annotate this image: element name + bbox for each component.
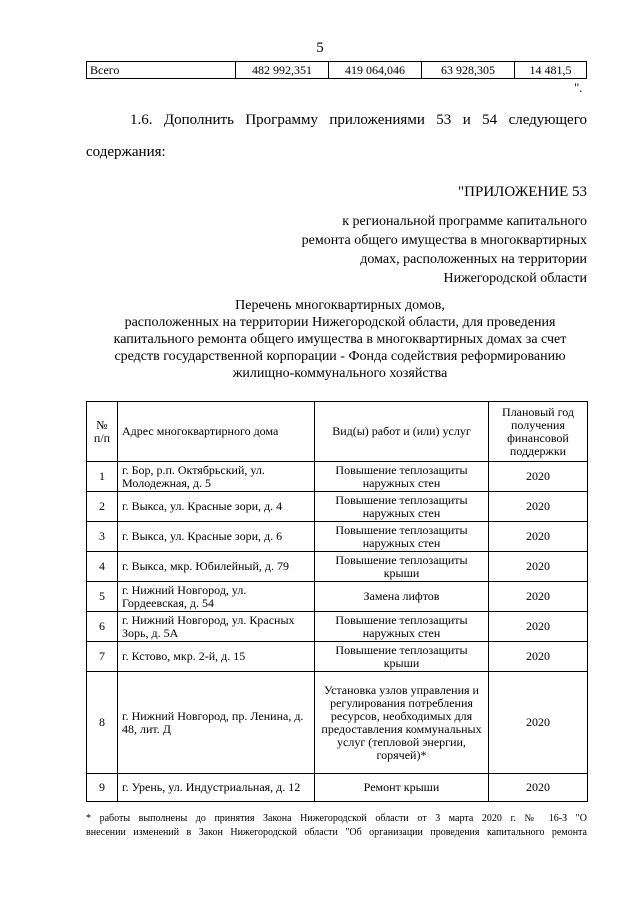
row-work: Повышение теплозащиты наружных стен [315,522,489,552]
list-title-line: жилищно-коммунального хозяйства [232,366,448,381]
row-address: г. Нижний Новгород, пр. Ленина, д. 48, лит. Д [118,672,315,774]
totals-value: 419 064,046 [329,62,422,79]
row-address: г. Нижний Новгород, ул. Гордеевская, д. 54 [118,582,315,612]
row-number: 6 [87,612,118,642]
list-title-line: средств государственной корпорации - Фонда содействия реформированию [114,349,566,364]
row-year: 2020 [489,522,588,552]
row-number: 3 [87,522,118,552]
row-number: 8 [87,672,118,774]
row-work: Повышение теплозащиты крыши [315,552,489,582]
paragraph-continuation: содержания: [86,144,166,160]
page-number: 5 [316,40,324,56]
table-header-row [87,402,588,462]
appendix-subtitle-line: домах, расположенных на территории [360,252,587,267]
appendix-subtitle-line: ремонта общего имущества в многоквартирных [301,233,587,248]
row-year: 2020 [489,552,588,582]
row-year: 2020 [489,462,588,492]
footnote-line: * работы выполнены до принятия Закона Нижегородской области от 3 марта 2020 г. № 16-З "О [86,813,587,824]
row-number: 1 [87,462,118,492]
end-quote: ". [574,80,583,95]
column-header-work: Вид(ы) работ и (или) услуг [315,402,489,462]
row-number: 2 [87,492,118,522]
totals-table [86,61,587,79]
row-address: г. Выкса, ул. Красные зори, д. 4 [118,492,315,522]
totals-label: Всего [87,62,236,79]
row-address: г. Урень, ул. Индустриальная, д. 12 [118,774,315,802]
row-number: 9 [87,774,118,802]
table-row [87,582,588,612]
column-header-year: Плановый год получения финансовой поддержки [489,402,588,462]
row-year: 2020 [489,582,588,612]
row-address: г. Нижний Новгород, ул. Красных Зорь, д. 5А [118,612,315,642]
totals-value: 63 928,305 [422,62,515,79]
table-row [87,612,588,642]
totals-row [87,62,587,79]
list-title-line: Перечень многоквартирных домов, [235,298,445,313]
column-header-address: Адрес многоквартирного дома [118,402,315,462]
row-work: Повышение теплозащиты крыши [315,642,489,672]
row-year: 2020 [489,774,588,802]
table-row [87,642,588,672]
row-work: Повышение теплозащиты наружных стен [315,462,489,492]
table-row [87,522,588,552]
row-year: 2020 [489,492,588,522]
list-title [80,297,600,382]
row-work: Установка узлов управления и регулирования потребления ресурсов, необходимых для предоставления коммунальных услуг (тепловой энергии, горячей)* [315,672,489,774]
houses-table [86,401,588,802]
row-address: г. Выкса, ул. Красные зори, д. 6 [118,522,315,552]
row-address: г. Кстово, мкр. 2-й, д. 15 [118,642,315,672]
appendix-subtitle [257,212,587,288]
appendix-heading: "ПРИЛОЖЕНИЕ 53 [458,184,587,200]
table-row [87,492,588,522]
totals-value: 482 992,351 [236,62,329,79]
appendix-subtitle-line: Нижегородской области [443,271,587,286]
row-year: 2020 [489,612,588,642]
row-number: 4 [87,552,118,582]
list-title-line: капитального ремонта общего имущества в многоквартирных домах за счет [113,332,567,347]
list-title-line: расположенных на территории Нижегородской области, для проведения [124,315,556,330]
row-year: 2020 [489,642,588,672]
row-number: 7 [87,642,118,672]
table-row [87,552,588,582]
row-address: г. Бор, р.п. Октябрьский, ул. Молодежная, д. 5 [118,462,315,492]
row-work: Ремонт крыши [315,774,489,802]
row-work: Повышение теплозащиты наружных стен [315,492,489,522]
row-work: Замена лифтов [315,582,489,612]
row-year: 2020 [489,672,588,774]
row-number: 5 [87,582,118,612]
row-address: г. Выкса, мкр. Юбилейный, д. 79 [118,552,315,582]
footnote-line: внесении изменений в Закон Нижегородской области "Об организации проведения капитального ремонта [86,827,587,838]
table-row [87,774,588,802]
row-work: Повышение теплозащиты наружных стен [315,612,489,642]
paragraph-amendment: 1.6. Дополнить Программу приложениями 53 и 54 следующего [130,112,587,128]
column-header-number: № п/п [87,402,118,462]
table-row [87,462,588,492]
appendix-subtitle-line: к региональной программе капитального [342,214,587,229]
table-row [87,672,588,774]
footnote [86,812,587,840]
totals-value: 14 481,5 [515,62,587,79]
